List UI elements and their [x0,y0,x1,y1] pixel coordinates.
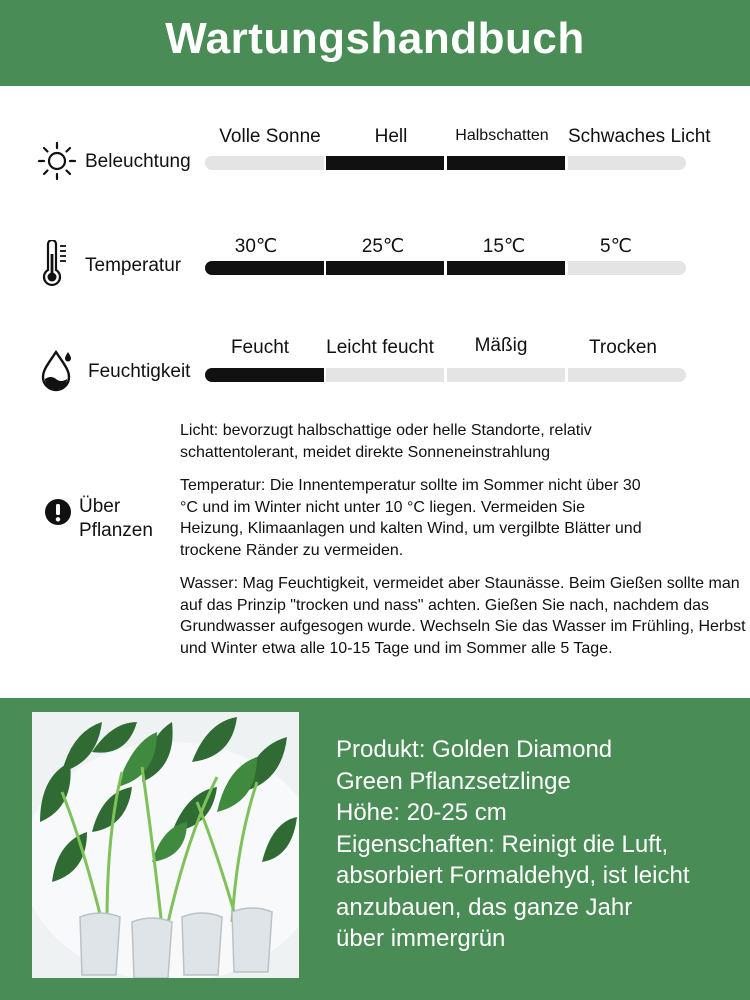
bar-segment [447,368,565,382]
bar-segment [568,156,686,170]
segment-label: Trocken [589,337,657,358]
segment-label: Halbschatten [455,127,549,144]
bar-segment [205,261,324,275]
lighting-level-bar [205,156,686,170]
exclamation-icon [44,498,72,526]
bar-segment [205,368,324,382]
note-light: Licht: bevorzugt halbschattige oder helle Standorte, relativ schattentolerant, meidet direkte Sonneneinstrahlung [180,422,592,461]
product-info [336,734,736,955]
plant-photo [32,712,299,978]
thermometer-icon [42,240,72,286]
product-panel [0,698,750,1000]
segment-label: 15℃ [482,236,526,257]
segment-label: 30℃ [234,236,278,257]
product-line: absorbiert Formaldehyd, ist leicht [336,862,690,889]
bar-segment [205,156,324,170]
row-label-lighting: Beleuchtung [85,151,191,172]
segment-label: Schwaches Licht [568,126,711,147]
product-line: Produkt: Golden Diamond [336,736,613,763]
segment-label: Hell [374,126,408,147]
bar-segment [326,261,444,275]
segment-label: Mäßig [474,335,528,356]
bar-segment [447,261,565,275]
row-label-humidity: Feuchtigkeit [88,361,191,382]
segment-label: Feucht [230,337,290,358]
sun-icon [37,141,77,181]
row-label-temperature: Temperatur [85,255,182,276]
segment-label: Volle Sonne [219,126,321,147]
product-line: Eigenschaften: Reinigt die Luft, [336,830,669,858]
product-line: anzubauen, das ganze Jahr [336,893,633,921]
bar-segment [447,156,565,170]
product-line: Green Pflanzsetzlinge [336,767,571,795]
humidity-level-bar [205,368,686,382]
bar-segment [568,261,686,275]
segment-label: 5℃ [600,236,632,257]
note-temperature: Temperatur: Die Innentemperatur sollte im Sommer nicht über 30 °C und im Winter nicht unter 10 °C liegen. Vermeiden Sie Heizung, Klimaanlagen und kalten Wind, um vergilbte Blätter und trockene Ränder zu vermeiden. [180,477,642,559]
water-drop-icon [38,348,74,392]
bar-segment [568,368,686,382]
note-water: Wasser: Mag Feuchtigkeit, vermeidet aber Staunässe. Beim Gießen sollte man auf das Prinzip "trocken und nass" achten. Gießen Sie nach, nachdem das Grundwasser aufgesogen wurde. Wechseln Sie das Wasser im Frühling, Herbst und Winter etwa alle 10-15 Tage und im Sommer alle 5 Tage. [180,575,746,657]
temperature-level-bar [205,261,686,275]
about-plants-label: Über Pflanzen [79,496,153,541]
product-line: Höhe: 20-25 cm [336,799,507,826]
bar-segment [326,156,444,170]
header-banner [0,0,750,86]
bar-segment [326,368,444,382]
product-line: über immergrün [336,925,506,952]
segment-label: Leicht feucht [326,337,434,358]
care-notes [180,420,750,671]
segment-label: 25℃ [361,236,405,257]
page-title: Wartungshandbuch [165,14,585,63]
